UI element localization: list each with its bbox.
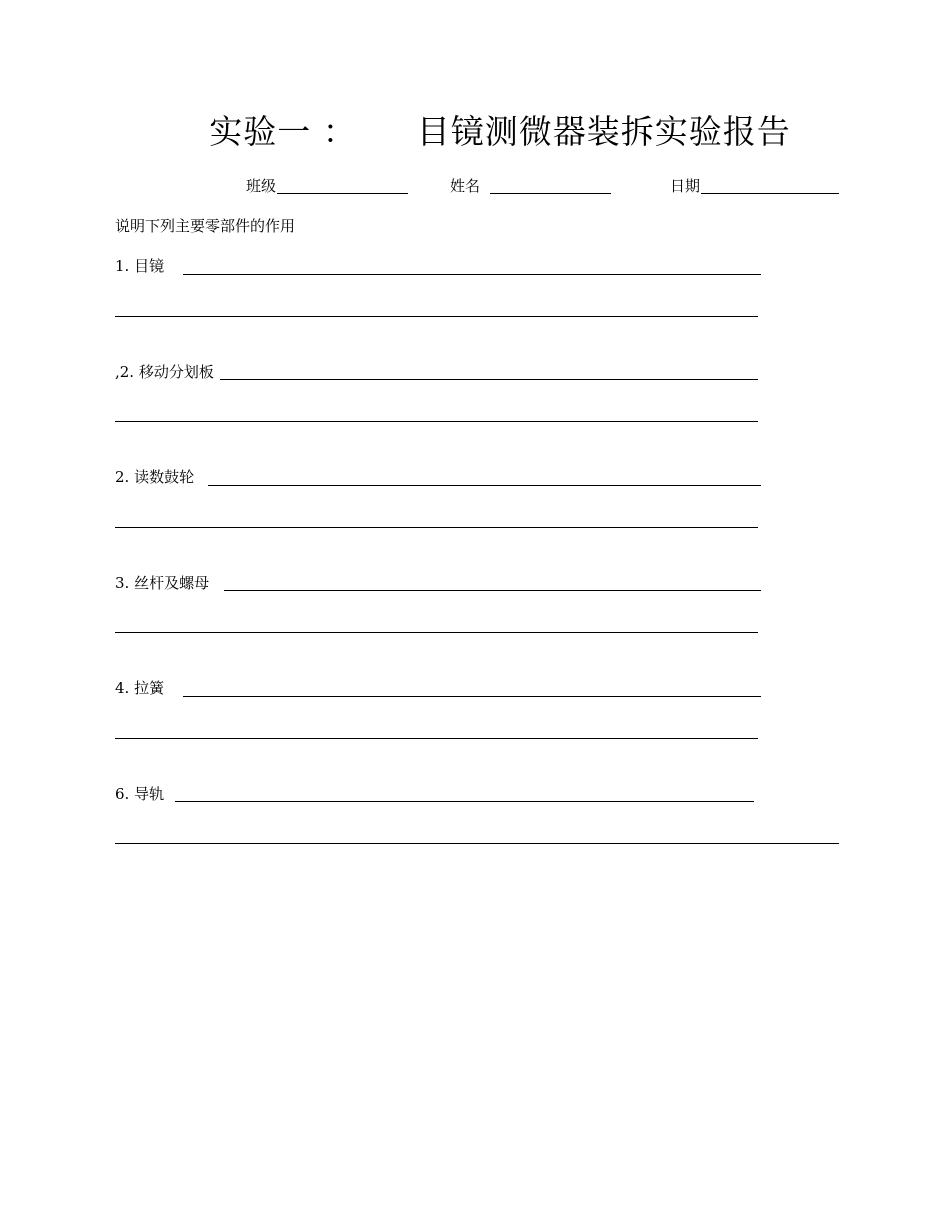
item-label-screw: 3. 丝杆及螺母: [115, 574, 210, 592]
title-experiment-name: 目镜测微器装拆实验报告: [416, 112, 791, 151]
answer-line-guide-rail-2[interactable]: [115, 843, 839, 844]
name-label: 姓名: [450, 177, 481, 195]
item-label-eyepiece: 1. 目镜: [115, 257, 165, 275]
name-field[interactable]: [490, 193, 611, 194]
item-label-drum: 2. 读数鼓轮: [115, 468, 195, 486]
answer-line-reticle-1[interactable]: [220, 379, 758, 380]
class-label: 班级: [246, 177, 277, 195]
answer-line-drum-1[interactable]: [208, 485, 761, 486]
answer-line-drum-2[interactable]: [115, 527, 758, 528]
answer-line-reticle-2[interactable]: [115, 421, 758, 422]
date-field[interactable]: [701, 193, 839, 194]
answer-line-guide-rail-1[interactable]: [175, 801, 754, 802]
item-label-guide-rail: 6. 导轨: [115, 785, 165, 803]
answer-line-eyepiece-2[interactable]: [115, 316, 758, 317]
answer-line-screw-2[interactable]: [115, 632, 758, 633]
answer-line-spring-1[interactable]: [183, 696, 761, 697]
instruction-text: 说明下列主要零部件的作用: [115, 217, 296, 235]
title-experiment-number: 实验一 ：: [209, 112, 357, 151]
answer-line-eyepiece-1[interactable]: [183, 274, 761, 275]
answer-line-spring-2[interactable]: [115, 738, 758, 739]
answer-line-screw-1[interactable]: [224, 590, 761, 591]
date-label: 日期: [670, 177, 701, 195]
page-title: [0, 110, 950, 154]
item-label-reticle: ,2. 移动分划板: [115, 363, 214, 381]
item-label-spring: 4. 拉簧: [115, 679, 165, 697]
class-field[interactable]: [277, 193, 408, 194]
